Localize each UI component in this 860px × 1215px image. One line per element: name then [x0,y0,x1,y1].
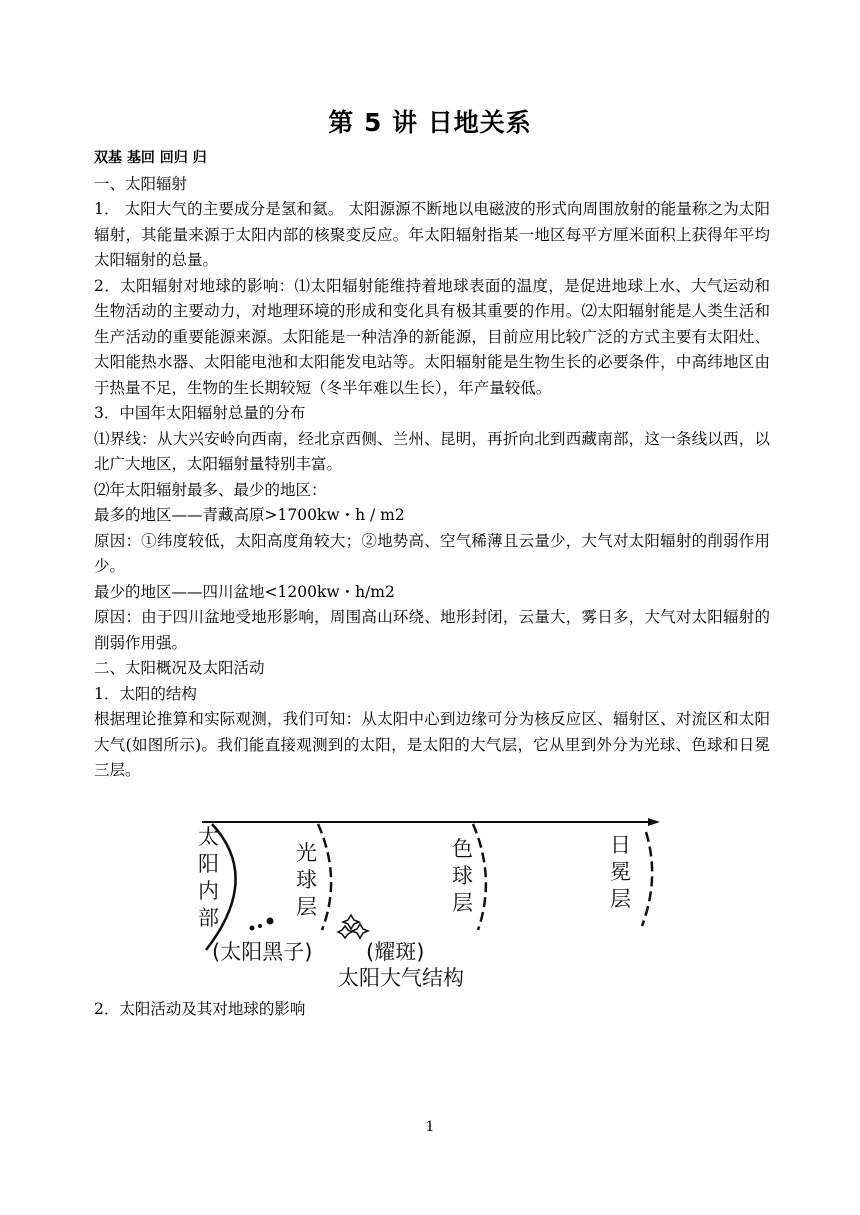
flare-star-icon-2 [352,924,368,938]
chromosphere-label-char-3: 层 [452,891,473,915]
paragraph-sun-structure: 根据理论推算和实际观测，我们可知：从太阳中心到边缘可分为核反应区、辐射区、对流区和太阳大气(如图所示)。我们能直接观测到的太阳，是太阳的大气层，它从里到外分为光球、色球和日冕三层。 [94,710,770,779]
sunspot-label: (太阳黑子) [212,940,313,964]
chromosphere-boundary [473,824,486,930]
subheading-sun-activity-impact: 2．太阳活动及其对地球的影响 [94,1000,306,1018]
corona-label-char-2: 冕 [610,860,631,884]
paragraph-min-region: 最少的地区——四川盆地<1200kw・h/m2 [94,582,395,601]
paragraph-min-reason: 原因：由于四川盆地受地形影响，周围高山环绕、地形封闭，云量大，雾日多，大气对太阳辐射的削弱作用强。 [94,608,770,652]
corona-label-char-1: 日 [610,833,631,857]
document-body [94,146,770,784]
paragraph-1: 1． 太阳大气的主要成分是氢和氦。 太阳源源不断地以电磁波的形式向周围放射的能量称之为太阳辐射，其能量来源于太阳内部的核聚变反应。年太阳辐射指某一地区每平方厘米面积上获得年平均太阳辐射的总量。 [94,200,770,269]
section-heading-basics: 双基 基回 回归 归 [94,150,207,166]
paragraph-boundary: ⑴界线：从大兴安岭向西南，经北京西侧、兰州、昆明，再折向北到西藏南部，这一条线以西，以北广大地区，太阳辐射量特别丰富。 [94,429,770,473]
flare-label: (耀斑) [366,940,425,964]
sunspot-dot-3 [267,918,274,925]
inner-label-char-1: 太 [198,825,219,849]
photosphere-label-char-3: 层 [296,895,317,919]
photosphere-label-char-1: 光 [296,841,317,865]
subheading-sun-structure: 1．太阳的结构 [94,684,197,703]
arrow-head-icon [648,818,660,826]
sun-atmosphere-figure [190,818,670,996]
corona-boundary [642,832,652,926]
corona-label-char-3: 层 [610,887,631,911]
figure-caption: 太阳大气结构 [338,966,464,990]
section-heading-solar-radiation: 一、太阳辐射 [94,174,188,193]
sunspot-dot-2 [258,924,262,928]
inner-label-char-3: 内 [198,879,219,903]
sun-atmosphere-diagram [190,818,670,996]
photosphere-boundary [318,824,331,930]
sunspot-dot-1 [250,926,255,931]
paragraph-max-min: ⑵年太阳辐射最多、最少的地区： [94,480,327,499]
inner-label-char-2: 阳 [198,852,219,876]
document-body-continued [94,997,770,1023]
section-heading-sun-activity: 二、太阳概况及太阳活动 [94,659,265,677]
chromosphere-label-char-1: 色 [452,837,473,861]
page-number: 1 [425,1119,435,1135]
subheading-china-distribution: 3．中国年太阳辐射总量的分布 [94,404,306,422]
paragraph-max-region: 最多的地区——青藏高原>1700kw・h / m2 [94,506,405,524]
inner-label-char-4: 部 [198,906,219,930]
photosphere-label-char-2: 球 [296,868,317,892]
page-title: 第 5 讲 日地关系 [328,108,532,137]
paragraph-2: 2．太阳辐射对地球的影响：⑴太阳辐射能维持着地球表面的温度，是促进地球上水、大气运动和生物活动的主要动力，对地理环境的形成和变化具有极其重要的作用。⑵太阳辐射能是人类生活和生产活动的重要能源来源。太阳能是一种洁净的新能源，目前应用比较广泛的方式主要有太阳灶、太阳能热水器、太阳能电池和太阳能发电站等。太阳辐射能是生物生长的必要条件，中高纬地区由于热量不足，生物的生长期较短（冬半年难以生长），年产量较低。 [94,276,770,397]
paragraph-max-reason: 原因：①纬度较低，太阳高度角较大；②地势高、空气稀薄且云量少，大气对太阳辐射的削弱作用少。 [94,531,770,575]
chromosphere-label-char-2: 球 [452,864,473,888]
